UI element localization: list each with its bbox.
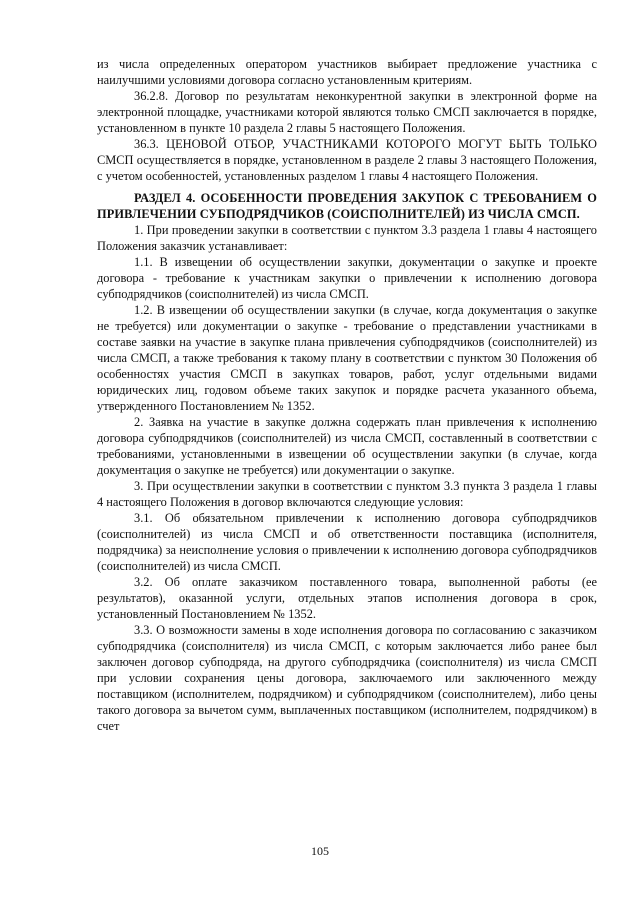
paragraph-continuation: из числа определенных оператором участников выбирает предложение участника с наилучшими условиями договора согласно установленным критериям.: [97, 57, 597, 87]
paragraph-3-1: 3.1. Об обязательном привлечении к исполнению договора субподрядчиков (соисполнителей) из числа СМСП и об ответственности поставщика (исполнителя, подрядчика) за неисполнение условия о привлечении к исполнению договора субподрядчиков (соисполнителей) из числа СМСП.: [97, 511, 597, 573]
paragraph-36-2-8: 36.2.8. Договор по результатам неконкурентной закупки в электронной форме на электронной площадке, участниками которой являются только СМСП заключается в порядке, установленном в пункте 10 раздела 2 главы 5 настоящего Положения.: [97, 89, 597, 135]
page-number: 105: [311, 844, 329, 858]
paragraph-2: 2. Заявка на участие в закупке должна содержать план привлечения к исполнению договора субподрядчиков (соисполнителей) из числа СМСП, составленный в соответствии с требованиями, установленными в извещении об осуществлении закупки (в случае, когда документация о закупке не требуется) или документации о закупке.: [97, 415, 597, 477]
section-heading: РАЗДЕЛ 4. ОСОБЕННОСТИ ПРОВЕДЕНИЯ ЗАКУПОК С ТРЕБОВАНИЕМ О ПРИВЛЕЧЕНИИ СУБПОДРЯДЧИКОВ (СОИСПОЛНИТЕЛЕЙ) ИЗ ЧИСЛА СМСП.: [97, 191, 597, 221]
paragraph-1: 1. При проведении закупки в соответствии с пунктом 3.3 раздела 1 главы 4 настоящего Положения заказчик устанавливает:: [97, 223, 597, 253]
paragraph-3-2: 3.2. Об оплате заказчиком поставленного товара, выполненной работы (ее результатов), оказанной услуги, отдельных этапов исполнения договора в срок, установленный Постановлением № 1352.: [97, 575, 597, 621]
document-page: [97, 56, 597, 734]
paragraph-1-1: 1.1. В извещении об осуществлении закупки, документации о закупке и проекте договора - требование к участникам закупки о привлечении к исполнению договора субподрядчиков (соисполнителей) из числа СМСП.: [97, 255, 597, 301]
paragraph-3-3: 3.3. О возможности замены в ходе исполнения договора по согласованию с заказчиком субподрядчика (соисполнителя) из числа СМСП, с которым заключается либо ранее был заключен договор субподряда, на другого субподрядчика (соисполнителя) из числа СМСП при условии сохранения цены договора, заключаемого или заключенного между поставщиком (исполнителем, подрядчиком) и субподрядчиком (соисполнителем), либо цены такого договора за вычетом сумм, выплаченных поставщиком (исполнителем, подрядчиком) в счет: [97, 623, 597, 733]
paragraph-3: 3. При осуществлении закупки в соответствии с пунктом 3.3 пункта 3 раздела 1 главы 4 настоящего Положения в договор включаются следующие условия:: [97, 479, 597, 509]
paragraph-1-2: 1.2. В извещении об осуществлении закупки (в случае, когда документация о закупке не требуется) или документации о закупке - требование о представлении участниками в составе заявки на участие в закупке плана привлечения субподрядчиков (соисполнителей) из числа СМСП, а также требования к такому плану в соответствии с пунктом 30 Положения об особенностях участия СМСП в закупках товаров, работ, услуг отдельными видами юридических лиц, годовом объеме таких закупок и порядке расчета указанного объема, утвержденного Постановлением № 1352.: [97, 303, 597, 413]
paragraph-36-3: 36.3. ЦЕНОВОЙ ОТБОР, УЧАСТНИКАМИ КОТОРОГО МОГУТ БЫТЬ ТОЛЬКО СМСП осуществляется в порядке, установленном в разделе 2 главы 3 настоящего Положения, с учетом особенностей, установленных разделом 1 главы 4 настоящего Положения.: [97, 137, 597, 183]
